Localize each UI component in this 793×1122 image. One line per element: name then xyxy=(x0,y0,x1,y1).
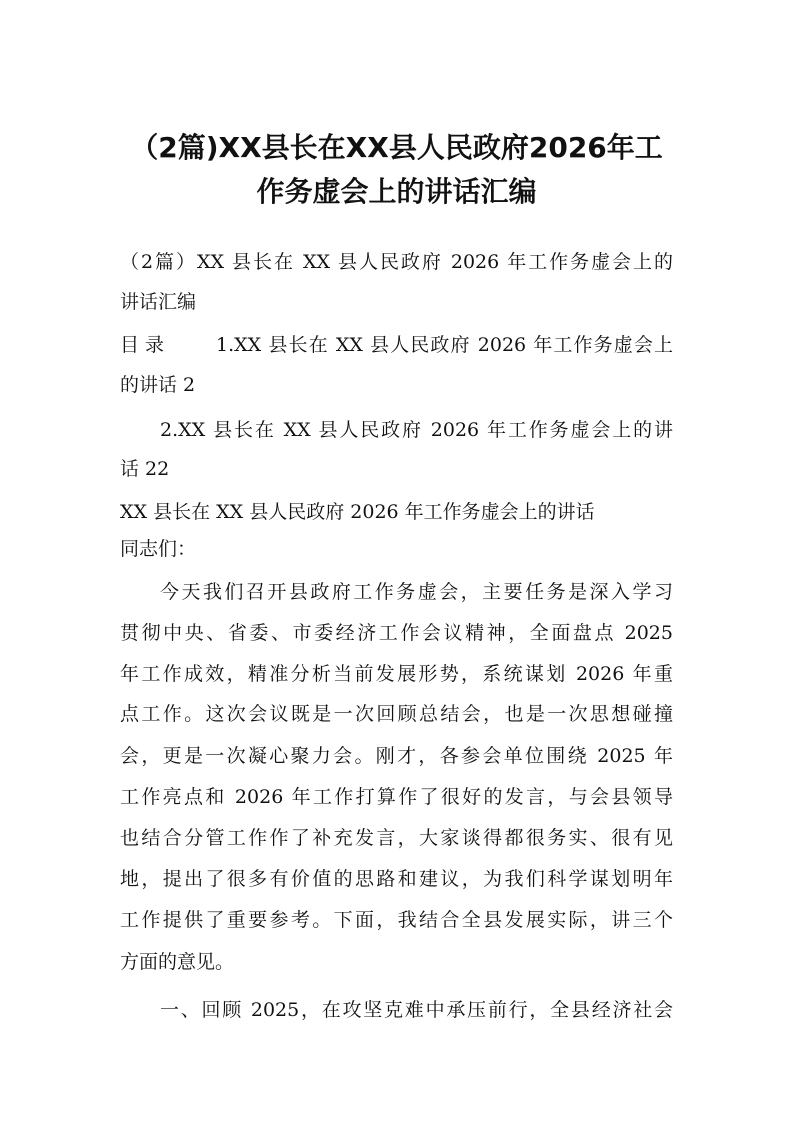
document-title-line-1: （2篇)XX县长在XX县人民政府2026年工 xyxy=(130,131,663,164)
paragraph-line: 方面的意见。 xyxy=(120,951,235,973)
toc-label: 目 录 xyxy=(120,334,165,356)
paragraph-line: 工作提供了重要参考。下面，我结合全县发展实际，讲三个 xyxy=(120,909,673,931)
paragraph-line: 今天我们召开县政府工作务虚会，主要任务是深入学习 xyxy=(160,581,673,603)
document-title-line-2: 作务虚会上的讲话汇编 xyxy=(256,175,537,208)
paragraph-line: 年工作成效，精准分析当前发展形势，系统谋划 2026 年重 xyxy=(120,663,673,685)
paragraph-line: 点工作。这次会议既是一次回顾总结会，也是一次思想碰撞 xyxy=(120,703,673,725)
speech-title: XX 县长在 XX 县人民政府 2026 年工作务虚会上的讲话 xyxy=(120,501,595,523)
paragraph-line: 工作亮点和 2026 年工作打算作了很好的发言，与会县领导 xyxy=(120,786,673,808)
paragraph-line: 也结合分管工作作了补充发言，大家谈得都很务实、很有见 xyxy=(120,827,673,849)
toc-item-2-cont[interactable]: 话 22 xyxy=(120,458,170,480)
toc-item-1-cont[interactable]: 的讲话 2 xyxy=(120,374,196,396)
paragraph-line: 地，提出了很多有价值的思路和建议，为我们科学谋划明年 xyxy=(120,868,673,890)
toc-item-1[interactable]: 1.XX 县长在 XX 县人民政府 2026 年工作务虚会上 xyxy=(216,334,673,356)
paragraph-line: 贯彻中央、省委、市委经济工作会议精神，全面盘点 2025 xyxy=(120,622,673,644)
greeting: 同志们： xyxy=(120,538,197,560)
subtitle-line-2: 讲话汇编 xyxy=(120,291,197,313)
toc-item-2[interactable]: 2.XX 县长在 XX 县人民政府 2026 年工作务虚会上的讲 xyxy=(160,419,673,441)
subtitle-line-1: （2篇）XX 县长在 XX 县人民政府 2026 年工作务虚会上的 xyxy=(120,251,673,273)
paragraph-line: 会，更是一次凝心聚力会。刚才，各参会单位围绕 2025 年 xyxy=(120,745,673,767)
section-heading-1: 一、回顾 2025，在攻坚克难中承压前行，全县经济社会 xyxy=(160,999,673,1021)
